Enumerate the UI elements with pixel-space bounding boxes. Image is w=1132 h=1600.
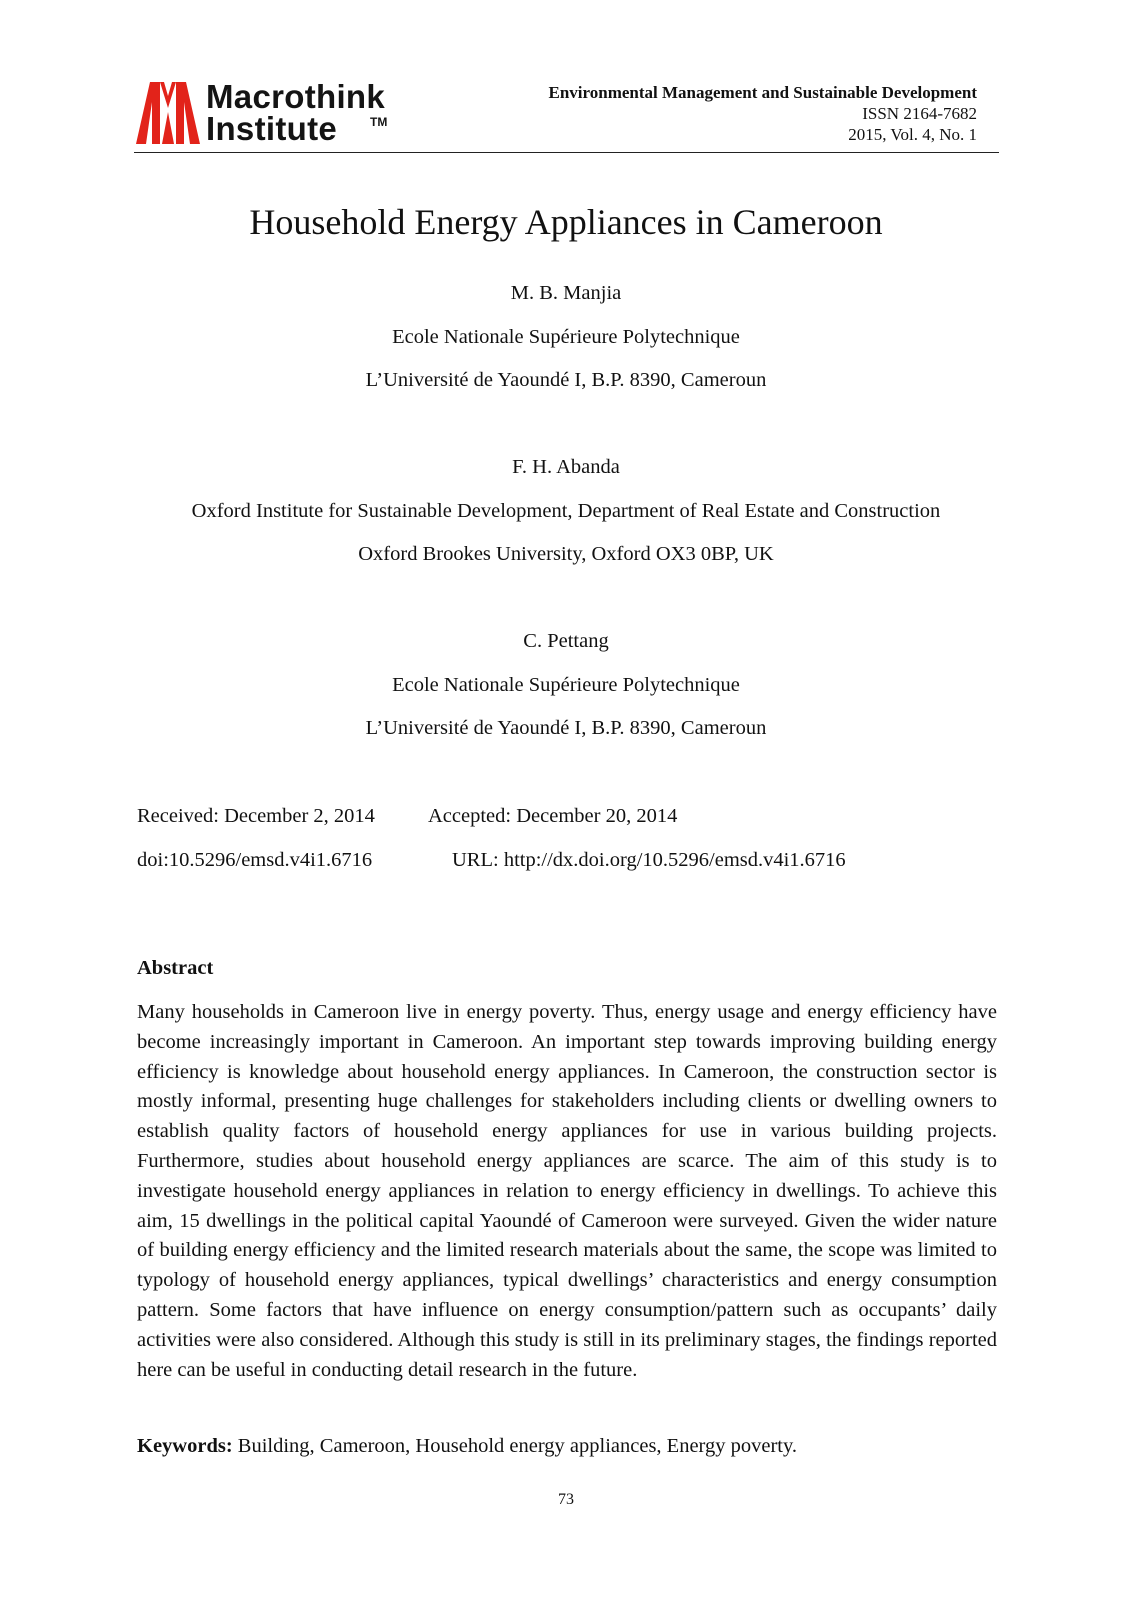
logo-trademark: TM — [370, 115, 388, 129]
journal-issn: ISSN 2164-7682 — [862, 104, 977, 123]
keywords-text: Building, Cameroon, Household energy appliances, Energy poverty. — [232, 1435, 798, 1457]
paper-title: Household Energy Appliances in Cameroon — [249, 202, 883, 242]
macrothink-m-icon — [136, 82, 200, 144]
abstract-body: Many households in Cameroon live in energy poverty. Thus, energy usage and energy efficiency have become increasingly important in Cameroon. An important step towards improving building energy efficiency is knowledge about household energy appliances. In Cameroon, the construction sector is mostly informal, presenting huge challenges for stakeholders including clients or dwelling owners to establish quality factors of household energy appliances for use in various building projects. Furthermore, studies about household energy appliances are scarce. The aim of this study is to investigate household energy appliances in relation to energy efficiency in dwellings. To achieve this aim, 15 dwellings in the political capital Yaoundé of Cameroon were surveyed. Given the wider nature of building energy efficiency and the limited research materials about the same, the scope was limited to typology of household energy appliances, typical dwellings’ characteristics and energy consumption pattern. Some factors that have influence on energy consumption/pattern such as occupants’ daily activities were also considered. Although this study is still in its preliminary stages, the findings reported here can be useful in conducting detail research in the future. — [137, 1001, 997, 1381]
abstract-heading: Abstract — [137, 957, 214, 979]
author-name: F. H. Abanda — [512, 456, 620, 478]
keywords-label: Keywords: — [137, 1435, 233, 1457]
journal-info — [549, 82, 978, 145]
received-date: Received: December 2, 2014 — [137, 805, 375, 827]
journal-name: Environmental Management and Sustainable Development — [548, 83, 977, 102]
page-number: 73 — [558, 1491, 574, 1508]
logo-line-macrothink: Macrothink — [206, 78, 386, 115]
keywords — [137, 1433, 797, 1459]
header-divider — [134, 152, 999, 153]
publisher-logo — [136, 78, 426, 147]
author-affiliation: L’Université de Yaoundé I, B.P. 8390, Cameroun — [365, 369, 767, 391]
author-affiliation: Ecole Nationale Supérieure Polytechnique — [392, 674, 740, 696]
doi-url-link[interactable]: URL: http://dx.doi.org/10.5296/emsd.v4i1.6716 — [452, 849, 846, 871]
logo-line-institute: Institute — [206, 110, 338, 147]
author-affiliation: L’Université de Yaoundé I, B.P. 8390, Cameroun — [365, 717, 767, 739]
author-affiliation: Oxford Brookes University, Oxford OX3 0BP, UK — [358, 543, 774, 565]
author-affiliation: Oxford Institute for Sustainable Development, Department of Real Estate and Construction — [191, 500, 941, 522]
author-name: C. Pettang — [523, 630, 609, 652]
journal-volume: 2015, Vol. 4, No. 1 — [848, 125, 977, 144]
accepted-date: Accepted: December 20, 2014 — [428, 805, 678, 827]
doi: doi:10.5296/emsd.v4i1.6716 — [137, 849, 373, 871]
author-name: M. B. Manjia — [510, 282, 622, 304]
author-affiliation: Ecole Nationale Supérieure Polytechnique — [392, 326, 740, 348]
